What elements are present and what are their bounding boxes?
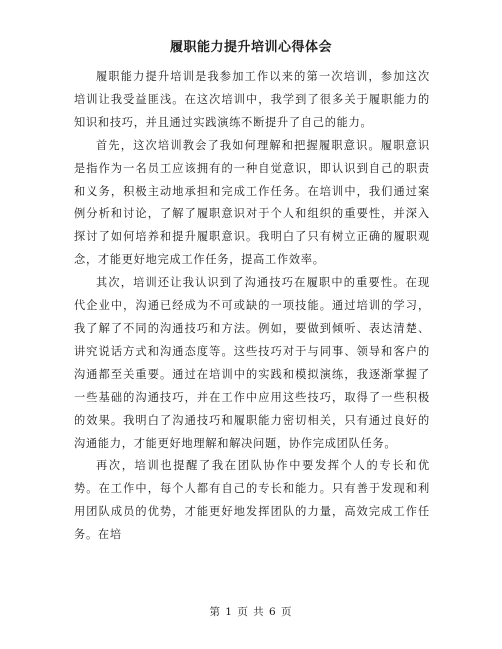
paragraph-third-point: 再次，培训也提醒了我在团队协作中要发挥个人的专长和优势。在工作中，每个人都有自己的专长和能力。只有善于发现和利用团队成员的优势，才能更好地发挥团队的力量，高效完成工作任务。在培 — [74, 459, 430, 542]
paragraph-first-point: 首先，这次培训教会了我如何理解和把握履职意识。履职意识是指作为一名员工应该拥有的一种自觉意识，即认识到自己的职责和义务，积极主动地承担和完成工作任务。在培训中，我们通过案例分析和讨论，了解了履职意识对于个人和组织的重要性，并深入探讨了如何培养和提升履职意识。我明白了只有树立正确的履职观念，才能更好地完成工作任务，提高工作效率。 — [74, 138, 430, 267]
document-body — [74, 66, 430, 547]
paragraph-second-point: 其次，培训还让我认识到了沟通技巧在履职中的重要性。在现代企业中，沟通已经成为不可或缺的一项技能。通过培训的学习，我了解了不同的沟通技巧和方法。例如，要做到倾听、表达清楚、讲究说话方式和沟通态度等。这些技巧对于与同事、领导和客户的沟通都至关重要。通过在培训中的实践和模拟演练，我逐渐掌握了一些基础的沟通技巧，并在工作中应用这些技巧，取得了一些积极的效果。我明白了沟通技巧和履职能力密切相关，只有通过良好的沟通能力，才能更好地理解和解决问题，协作完成团队任务。 — [74, 276, 430, 450]
paragraph-intro: 履职能力提升培训是我参加工作以来的第一次培训，参加这次培训让我受益匪浅。在这次培训中，我学到了很多关于履职能力的知识和技巧，并且通过实践演练不断提升了自己的能力。 — [74, 70, 430, 129]
document-title: 履职能力提升培训心得体会 — [169, 40, 332, 55]
page-number-footer: 第 1 页 共 6 页 — [209, 606, 293, 618]
